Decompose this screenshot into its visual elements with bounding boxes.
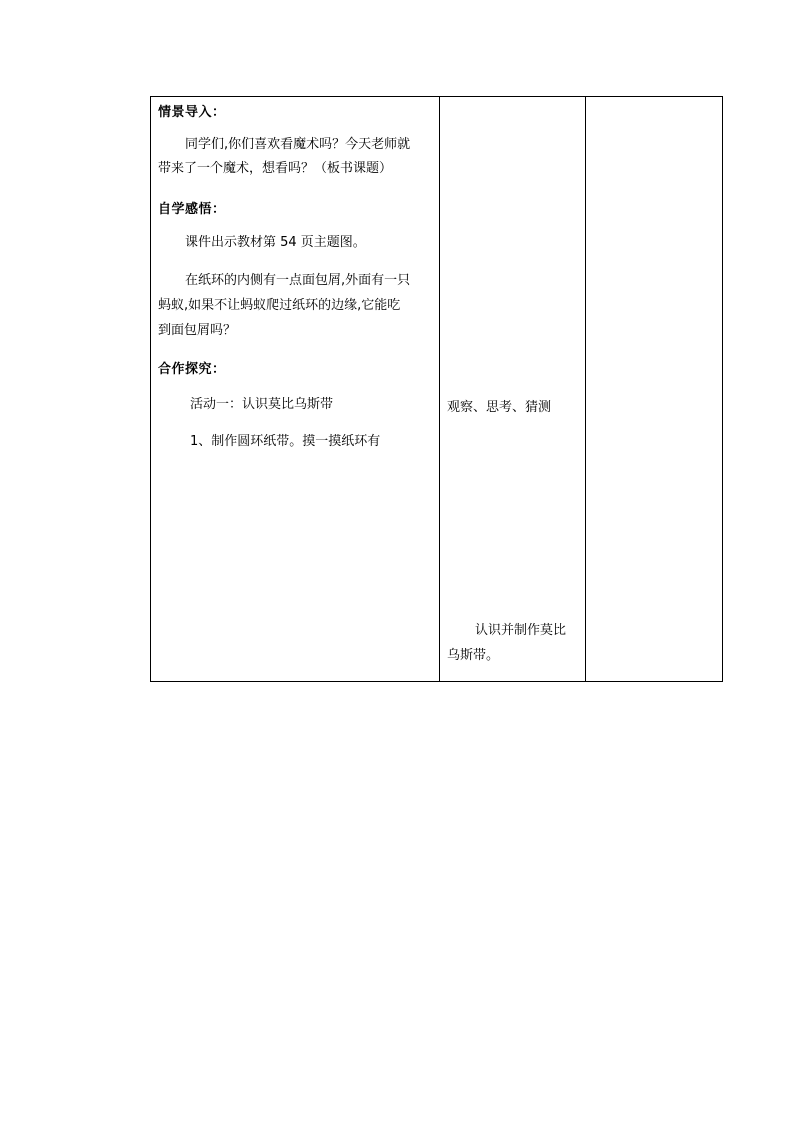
observe-text: 观察、思考、猜测	[447, 400, 552, 415]
explore-heading: 合作探究：	[158, 362, 226, 377]
selfstudy-paragraph-2-line-2: 蚂蚁,如果不让蚂蚁爬过纸环的边缘,它能吃	[158, 298, 401, 313]
selfstudy-paragraph-2-line-1: 在纸环的内侧有一点面包屑,外面有一只	[185, 273, 411, 288]
notes-cell	[586, 97, 723, 682]
student-activity-cell	[440, 97, 586, 682]
selfstudy-heading: 自学感悟：	[158, 202, 226, 217]
intro-line-2: 带来了一个魔术，想看吗？（板书课题）	[158, 161, 393, 176]
teacher-activity-cell	[151, 97, 440, 682]
selfstudy-paragraph-1: 课件出示教材第 54 页主题图。	[185, 235, 366, 250]
intro-heading: 情景导入：	[158, 105, 226, 120]
lesson-plan-table	[150, 96, 723, 682]
activity-title: 活动一：认识莫比乌斯带	[190, 397, 334, 412]
activity-step-1: 1、制作圆环纸带。摸一摸纸环有	[190, 434, 381, 449]
selfstudy-paragraph-2-line-3: 到面包屑吗？	[158, 323, 237, 338]
table-row	[151, 97, 723, 682]
intro-line-1: 同学们,你们喜欢看魔术吗？今天老师就	[185, 137, 411, 152]
make-mobius-line-2: 乌斯带。	[447, 648, 500, 663]
make-mobius-line-1: 认识并制作莫比	[475, 623, 567, 638]
